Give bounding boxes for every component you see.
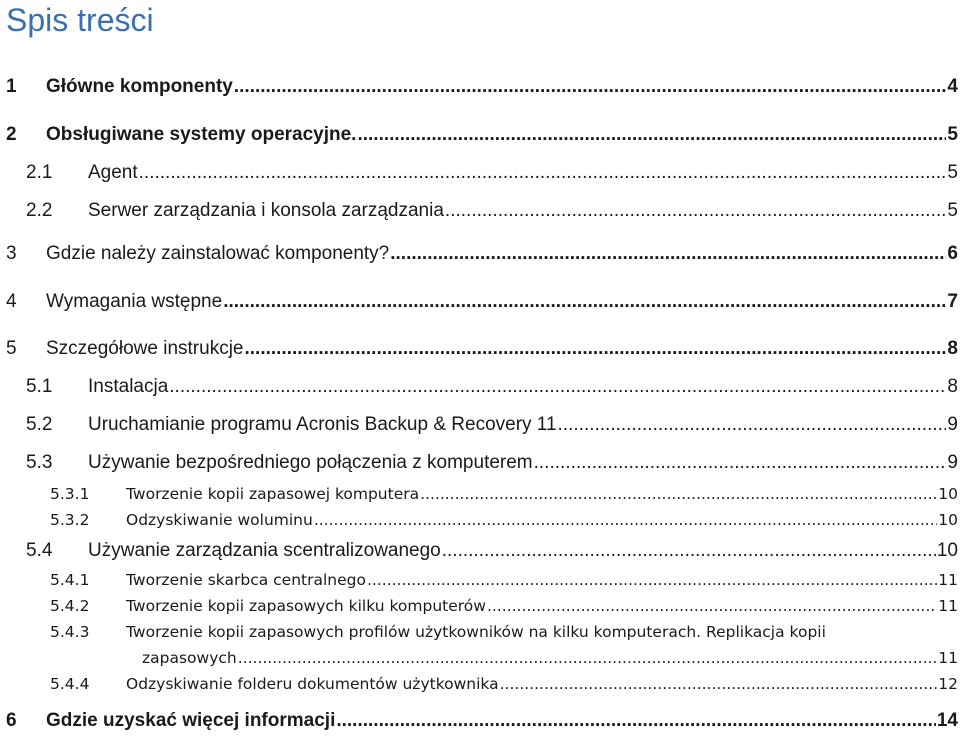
toc-entry-text[interactable]: Instalacja: [88, 376, 169, 397]
dot-leader: [336, 710, 936, 732]
dot-leader: [367, 571, 937, 589]
toc-entry-2-1[interactable]: [0, 162, 958, 184]
toc-entry-page: 8: [947, 376, 958, 397]
toc-entry-page: 14: [936, 710, 958, 731]
toc-title: Spis treści: [6, 2, 154, 38]
toc-entry-5-4-4[interactable]: [0, 675, 958, 693]
toc-entry-text[interactable]: Wymagania wstępne: [46, 291, 223, 312]
toc-entry-text[interactable]: Obsługiwane systemy operacyjne.: [46, 124, 357, 145]
toc-entry-5-4-2[interactable]: [0, 597, 958, 615]
dot-leader: [223, 291, 946, 313]
dot-leader: [500, 675, 938, 693]
toc-entry-number: 5.3.2: [50, 511, 90, 529]
toc-entry-text[interactable]: Gdzie uzyskać więcej informacji: [46, 710, 336, 731]
toc-entry-page: 11: [938, 597, 958, 615]
toc-entry-1[interactable]: [0, 76, 958, 98]
toc-entry-number: 2.1: [26, 162, 53, 183]
toc-entry-5-3[interactable]: [0, 452, 958, 474]
toc-entry-text[interactable]: Używanie bezpośredniego połączenia z komputerem: [88, 452, 533, 473]
toc-entry-4[interactable]: [0, 291, 958, 313]
dot-leader: [445, 200, 947, 222]
dot-leader: [139, 162, 947, 184]
toc-entry-number: 5.2: [26, 414, 53, 435]
toc-entry-text[interactable]: Uruchamianie programu Acronis Backup & Recovery 11: [88, 414, 557, 435]
toc-entry-text[interactable]: Tworzenie kopii zapasowej komputera: [126, 485, 420, 503]
toc-entry-number: 5.4.4: [50, 675, 90, 693]
toc-entry-number: 5.4.2: [50, 597, 90, 615]
toc-entry-page: 5: [947, 124, 958, 145]
toc-entry-5-3-2[interactable]: [0, 511, 958, 529]
dot-leader: [234, 76, 947, 98]
dot-leader: [534, 452, 947, 474]
toc-entry-5[interactable]: [0, 338, 958, 360]
toc-entry-text[interactable]: Gdzie należy zainstalować komponenty?: [46, 243, 390, 264]
dot-leader: [238, 649, 938, 667]
toc-entry-2-2[interactable]: [0, 200, 958, 222]
toc-entry-2[interactable]: [0, 124, 958, 146]
toc-entry-page: 8: [947, 338, 958, 359]
toc-entry-page: 9: [947, 452, 958, 473]
toc-entry-number: 5.4: [26, 540, 53, 561]
toc-entry-text[interactable]: Tworzenie skarbca centralnego: [126, 571, 366, 589]
toc-entry-number: 2.2: [26, 200, 53, 221]
dot-leader: [420, 485, 937, 503]
toc-entry-number: 5.3.1: [50, 485, 90, 503]
toc-entry-number: 5.1: [26, 376, 53, 397]
toc-entry-page: 6: [947, 243, 958, 264]
toc-entry-text[interactable]: Serwer zarządzania i konsola zarządzania: [88, 200, 444, 221]
toc-entry-page: 10: [938, 485, 958, 503]
toc-entry-5-4-3[interactable]: [0, 623, 958, 641]
toc-entry-number: 5.4.1: [50, 571, 90, 589]
toc-entry-text[interactable]: Tworzenie kopii zapasowych profilów użytkowników na kilku komputerach. Replikacja kopii: [126, 623, 826, 641]
toc-entry-page: 11: [938, 571, 958, 589]
toc-entry-page: 7: [947, 291, 958, 312]
toc-entry-5-4-3-continuation[interactable]: [142, 649, 958, 667]
toc-entry-text[interactable]: Agent: [88, 162, 138, 183]
toc-entry-text[interactable]: Używanie zarządzania scentralizowanego: [88, 540, 441, 561]
toc-entry-5-3-1[interactable]: [0, 485, 958, 503]
dot-leader: [558, 414, 947, 436]
toc-entry-number: 5.4.3: [50, 623, 90, 641]
dot-leader: [390, 243, 946, 265]
toc-entry-page: 4: [947, 76, 958, 97]
toc-entry-number: 1: [6, 76, 17, 97]
toc-entry-text[interactable]: Tworzenie kopii zapasowych kilku komputerów: [126, 597, 486, 615]
toc-entry-number: 5.3: [26, 452, 53, 473]
toc-entry-5-2[interactable]: [0, 414, 958, 436]
toc-entry-page: 10: [938, 511, 958, 529]
toc-entry-5-4[interactable]: [0, 540, 958, 562]
dot-leader: [487, 597, 937, 615]
toc-entry-number: 2: [6, 124, 17, 145]
toc-entry-6[interactable]: [0, 710, 958, 732]
toc-entry-number: 6: [6, 710, 17, 731]
toc-entry-page: 11: [938, 649, 958, 667]
dot-leader: [314, 511, 937, 529]
toc-entry-3[interactable]: [0, 243, 958, 265]
toc-entry-5-4-1[interactable]: [0, 571, 958, 589]
dot-leader: [244, 338, 946, 360]
toc-entry-page: 5: [947, 162, 958, 183]
toc-entry-text[interactable]: Szczegółowe instrukcje: [46, 338, 244, 359]
toc-entry-text-continuation[interactable]: zapasowych: [142, 649, 237, 667]
toc-entry-page: 10: [936, 540, 958, 561]
dot-leader: [357, 124, 946, 146]
toc-entry-number: 4: [6, 291, 17, 312]
toc-entry-text[interactable]: Odzyskiwanie woluminu: [126, 511, 313, 529]
toc-entry-page: 9: [947, 414, 958, 435]
toc-entry-text[interactable]: Odzyskiwanie folderu dokumentów użytkownika: [126, 675, 499, 693]
toc-entry-number: 3: [6, 243, 17, 264]
toc-entry-page: 5: [947, 200, 958, 221]
toc-entry-5-1[interactable]: [0, 376, 958, 398]
toc-entry-number: 5: [6, 338, 17, 359]
toc-entry-page: 12: [938, 675, 958, 693]
toc-entry-text[interactable]: Główne komponenty: [46, 76, 233, 97]
dot-leader: [442, 540, 936, 562]
dot-leader: [169, 376, 946, 398]
